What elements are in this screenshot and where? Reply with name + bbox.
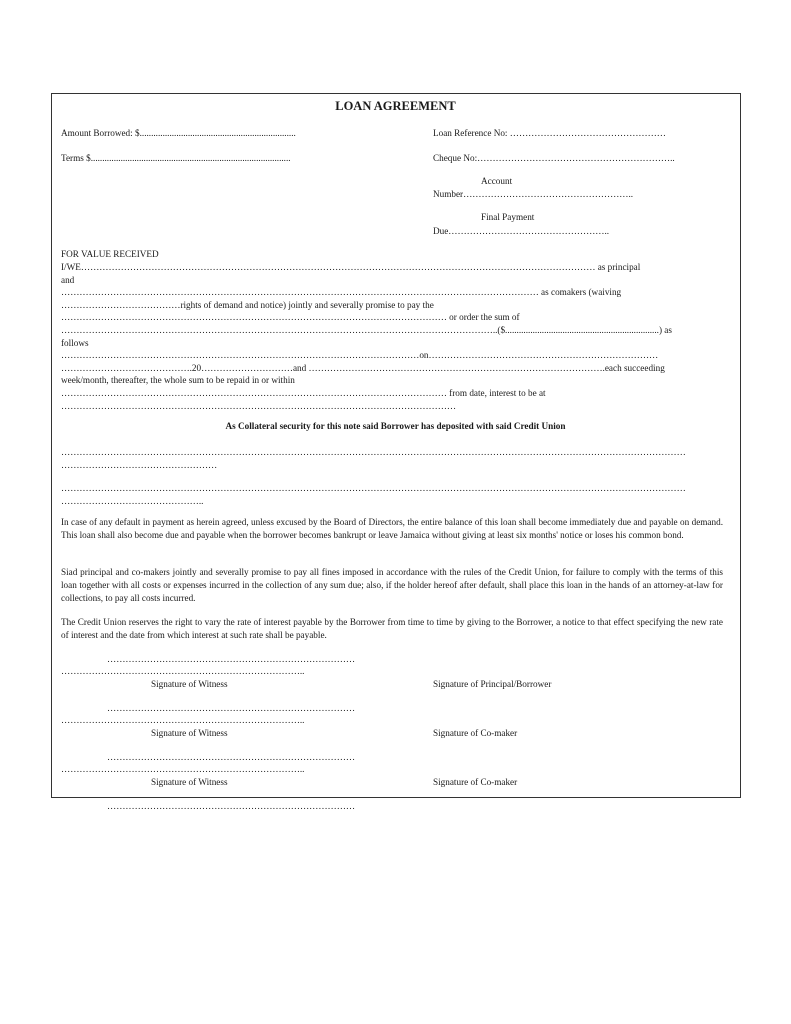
body-line: …………………………………rights of demand and notice) jointly and severally promise to pay the: [61, 299, 434, 310]
signature-line: ……………………………………………………………………..: [61, 666, 305, 676]
for-value-received: FOR VALUE RECEIVED: [61, 249, 159, 259]
collateral-heading: As Collateral security for this note said Borrower has deposited with said Credit Union: [225, 421, 566, 431]
agreement-body: [61, 261, 723, 412]
witness-signature-label: Signature of Witness: [151, 679, 228, 689]
witness-signature-label: Signature of Witness: [151, 728, 228, 738]
body-line: I/WE…………………………………………………………………………………………………………………………………………………… as principal: [61, 262, 641, 272]
body-line: ……………………………………………………………………………………………………………… or order the sum of: [61, 312, 520, 323]
signature-line: ………………………………………………………………………: [107, 703, 356, 713]
body-line: follows: [61, 337, 89, 348]
collateral-lines-2: [61, 482, 723, 507]
body-line: ………………………………………………………………………………………………………on…………………………………………………………………: [61, 350, 659, 361]
comaker-signature-label: Signature of Co-maker: [433, 728, 518, 738]
body-line: and: [61, 274, 75, 285]
signature-line: ……………………………………………………………………..: [61, 715, 305, 725]
interest-clause: The Credit Union reserves the right to vary the rate of interest payable by the Borrower from time to time by giving to the Borrower, a notice to that effect specifying the new rate of interest and the date from which interest at such rate shall be payable.: [61, 617, 723, 640]
amount-borrowed-field: Amount Borrowed: $....................................................................: [61, 128, 296, 138]
signature-line: ………………………………………………………………………: [107, 801, 356, 811]
witness-signature-label: Signature of Witness: [151, 777, 228, 787]
terms-field: Terms $.......................................................................................: [61, 153, 291, 163]
default-clause: In case of any default in payment as herein agreed, unless excused by the Board of Directors, the entire balance of this loan shall become immediately due and payable on demand. This loan shall also become due and payable when the borrower becomes bankrupt or leave Jamaica without giving at least six months' notice or loses his common bond.: [61, 517, 723, 540]
final-payment-due-field: Due……………………………………………..: [433, 226, 610, 236]
principal-signature-label: Signature of Principal/Borrower: [433, 679, 552, 689]
collateral-lines: [61, 446, 723, 471]
cheque-no-field: Cheque No:………………………………………………………..: [433, 153, 675, 163]
collateral-line: ……………………………………………: [61, 459, 218, 470]
collateral-line: ……………………………………………………………………………………………………………………………………………………………………………………: [61, 447, 686, 457]
account-label: Account: [481, 176, 513, 186]
final-payment-label: Final Payment: [481, 212, 535, 222]
collateral-line: ………………………………………..: [61, 495, 204, 506]
signature-line: ………………………………………………………………………: [107, 752, 356, 762]
body-line: ………………………………………………………………………………………………………………………………………… as comakers (waiving: [61, 287, 622, 298]
body-line: ……………………………………………………………………………………………………………… from date, interest to be at: [61, 387, 546, 398]
signature-line: ……………………………………………………………………..: [61, 764, 305, 774]
page-title: LOAN AGREEMENT: [335, 99, 456, 113]
body-line: week/month, thereafter, the whole sum to be repaid in or within: [61, 375, 295, 386]
signature-line: ………………………………………………………………………: [107, 654, 356, 664]
body-line: ……………………………………………………………………………………………………………………………..($...................................................................) as: [61, 324, 672, 335]
body-line: …………………………………….20…………………………and …………………………………………………………………………………….each succeeding: [61, 362, 665, 373]
body-line: …………………………………………………………………………………………………………………: [61, 400, 457, 411]
collateral-line: ……………………………………………………………………………………………………………………………………………………………………………………: [61, 483, 686, 493]
loan-reference-field: Loan Reference No: ……………………………………………: [433, 128, 666, 138]
fines-clause: Siad principal and co-makers jointly and severally promise to pay all fines imposed in accordance with the rules of the Credit Union, for failure to comply with the terms of this loan together with all costs or expenses incurred in the collection of any sum due; also, if the holder hereof after default, shall place this loan in the hands of an attorney-at-law for collections, to pay all costs incurred.: [61, 567, 723, 603]
comaker-signature-label: Signature of Co-maker: [433, 777, 518, 787]
account-number-field: Number………………………………………………..: [433, 189, 634, 199]
